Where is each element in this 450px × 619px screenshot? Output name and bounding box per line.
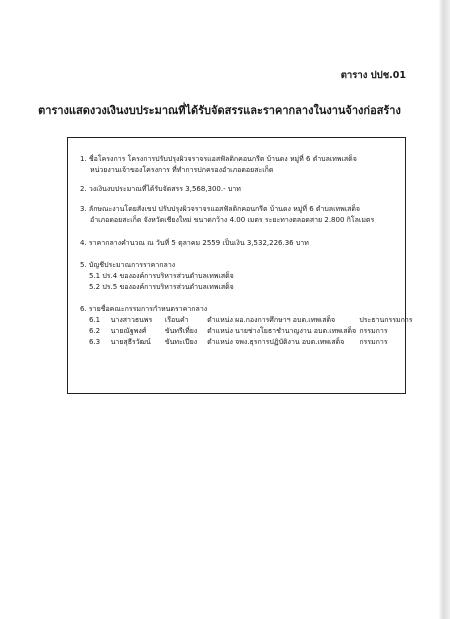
member-no: 6.3 [89,338,101,346]
member-role: ประธานกรรมการ [359,316,413,324]
member-position: ตำแหน่ง ผอ.กองการศึกษาฯ อบต.เทพเสด็จ [207,316,336,324]
project-owner-line: หน่วยงานเจ้าของโครงการ ที่ทำการปกครองอำเภอดอยสะเก็ด [90,165,274,174]
document-code: ตาราง ปปช.01 [340,70,406,81]
description-line-2: อำเภอดอยสะเก็ด จังหวัดเชียงใหม่ ขนาดกว้าง 4.00 เมตร ระยะทางตลอดสาย 2.800 กิโลเมตร [90,215,375,224]
estimate-sub-1: 5.1 ปร.4 ขององค์การบริหารส่วนตำบลเทพเสด็จ [89,272,234,280]
estimate-sub-2: 5.2 ปร.5 ขององค์การบริหารส่วนตำบลเทพเสด็จ [89,283,234,291]
member-name: นายสุธีรวัฒน์ [110,338,151,346]
estimate-heading: 5. บัญชีประมาณการราคากลาง [80,261,176,269]
median-price-line: 4. ราคากลางคำนวณ ณ วันที่ 5 ตุลาคม 2559 เป็นเงิน 3,532,226.36 บาท [80,239,309,247]
page-edge-shadow [439,0,450,619]
committee-member-row [89,337,388,348]
member-role: กรรมการ [359,338,388,346]
member-position: ตำแหน่ง นายช่างโยธาชำนาญงาน อบต.เทพเสด็จ [207,327,357,335]
committee-member-row [89,315,413,326]
member-surname: ขันทะเปียง [164,338,198,346]
member-name: นายณัฐพงศ์ [110,327,147,335]
member-role: กรรมการ [359,327,388,335]
budget-line: 2. วงเงินงบประมาณที่ได้รับจัดสรร 3,568,300.- บาท [80,185,241,193]
member-position: ตำแหน่ง จพง.ธุรการปฏิบัติงาน อบต.เทพเสด็จ [207,338,345,346]
description-line-1: 3. ลักษณะงานโดยสังเขป ปรับปรุงผิวจราจรแอสฟัลติกคอนกรีต บ้านดง หมู่ที่ 6 ตำบลเทพเสด็จ [80,205,361,213]
member-surname: ขันทรีเที่ยง [164,327,198,335]
member-surname: เรือนคำ [164,316,189,324]
committee-heading: 6. รายชื่อคณะกรรมการกำหนดราคากลาง [80,305,208,313]
project-name-line: 1. ชื่อโครงการ โครงการปรับปรุงผิวจราจรแอสฟัลติกคอนกรีต บ้านดง หมู่ที่ 6 ตำบลเทพเสด็จ [80,155,357,163]
member-no: 6.2 [89,327,101,335]
member-name: นางสาวธนพร [110,316,153,324]
committee-member-row [89,326,388,337]
member-no: 6.1 [89,316,101,324]
document-title: ตารางแสดงวงเงินงบประมาณที่ได้รับจัดสรรและราคากลางในงานจ้างก่อสร้าง [38,104,401,117]
